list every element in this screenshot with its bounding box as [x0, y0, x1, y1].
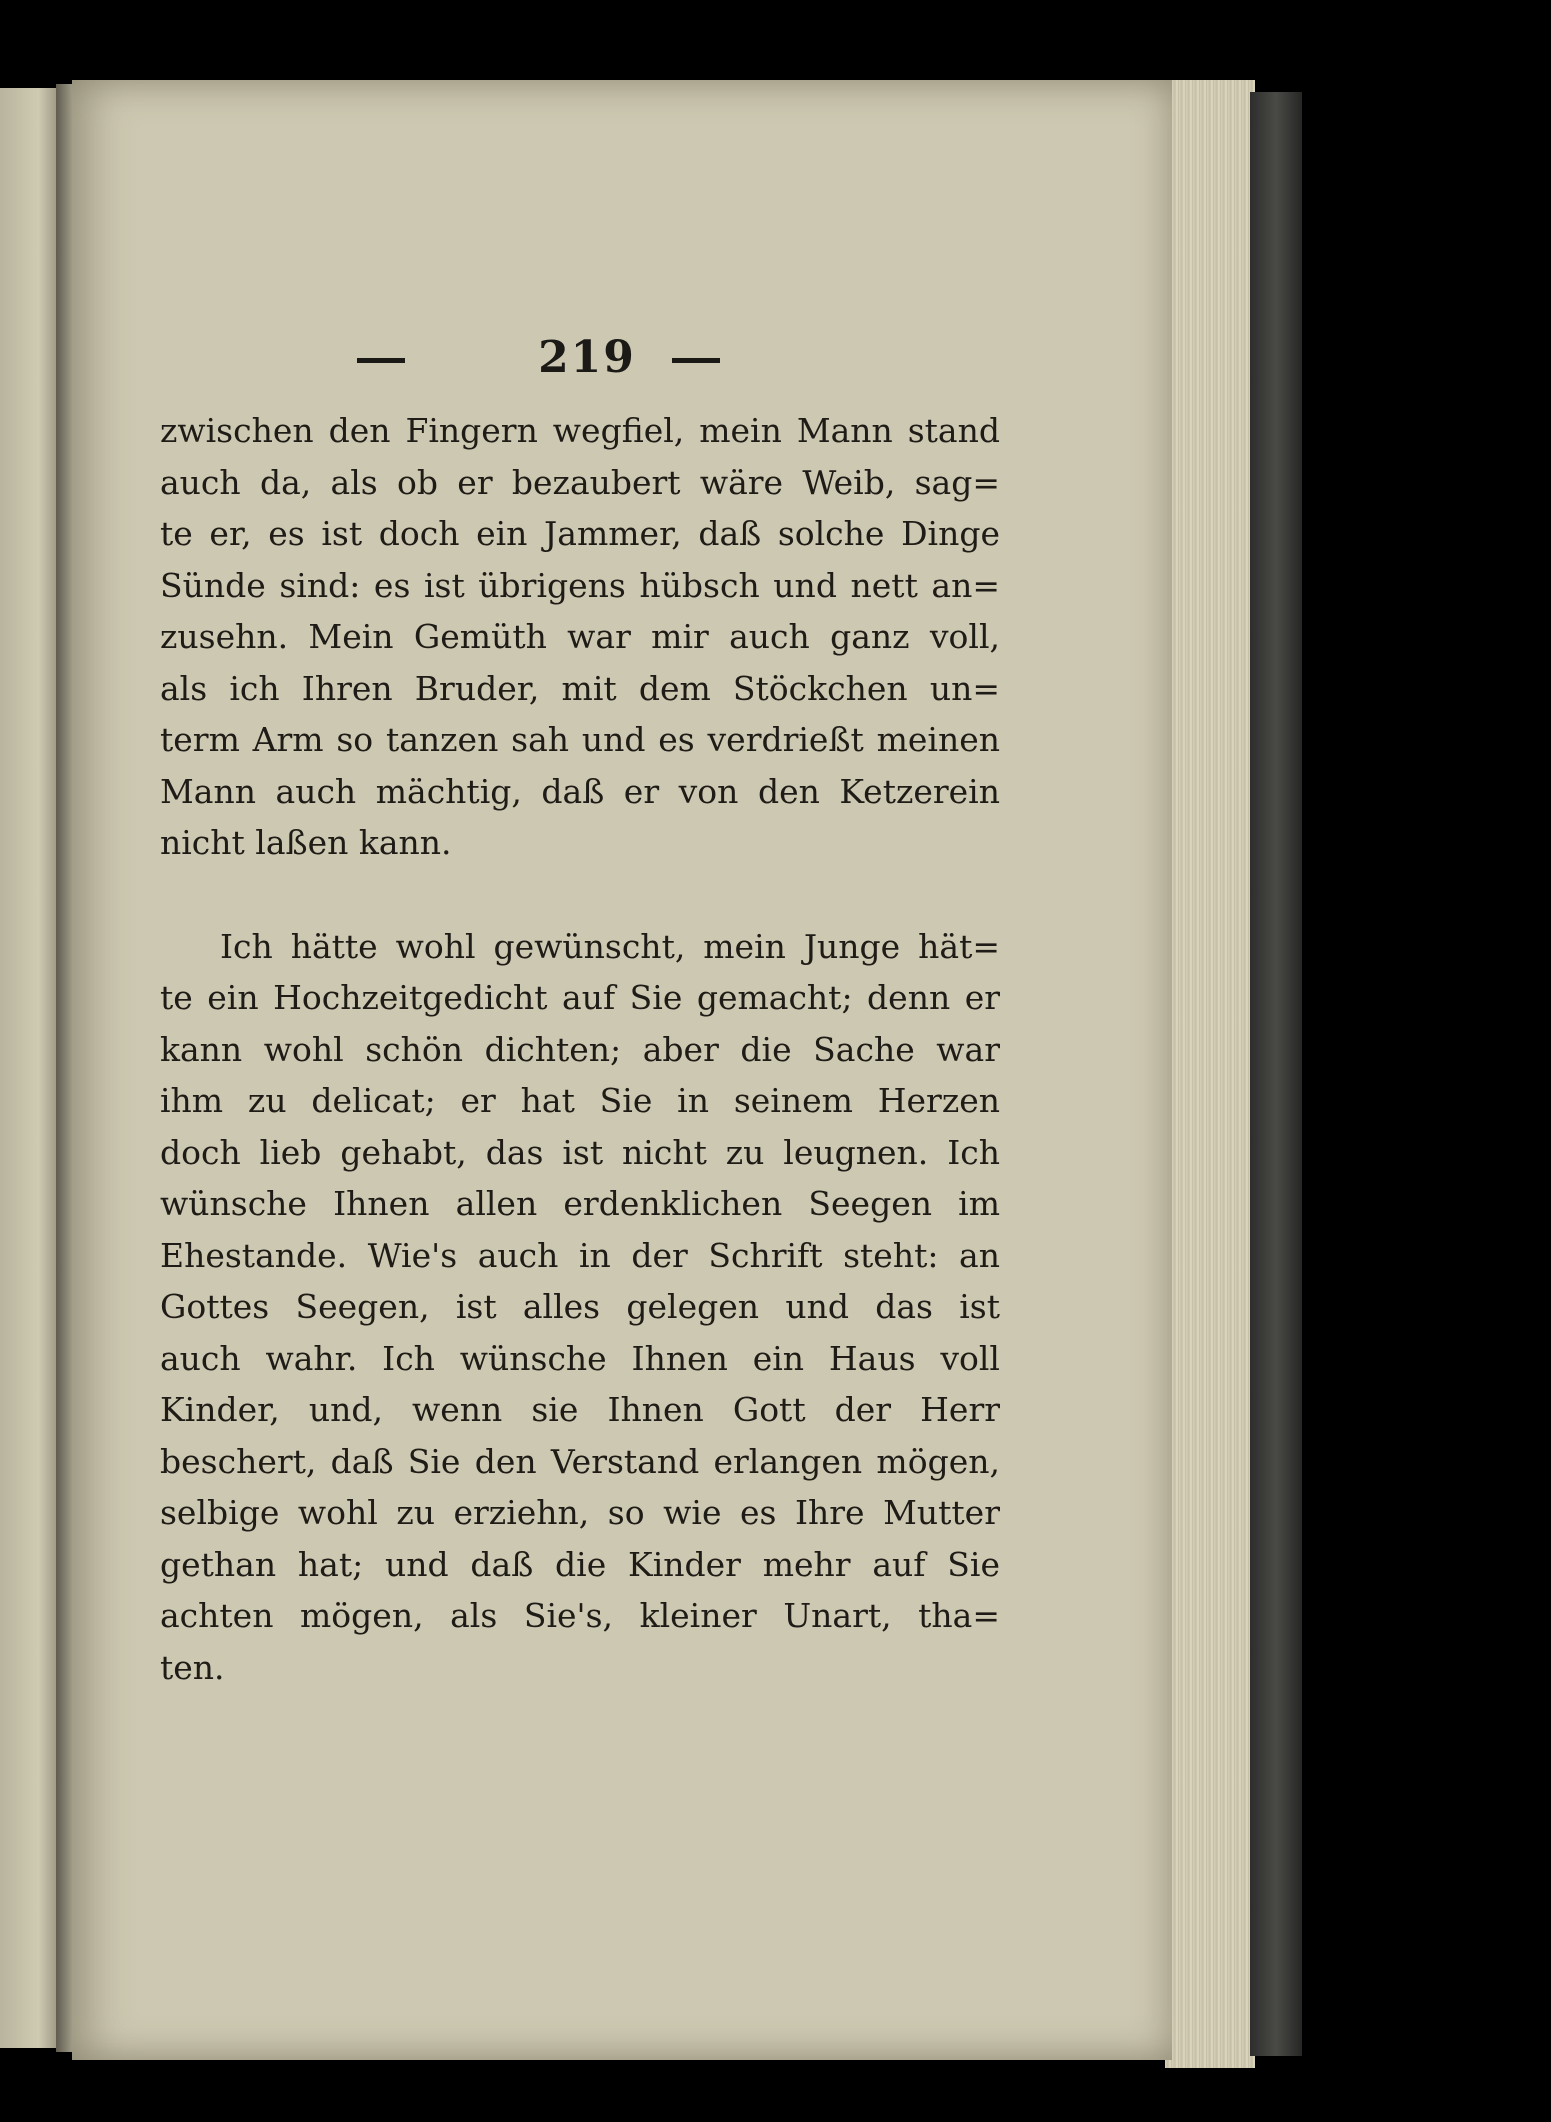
text-line: zusehn. Mein Gemüth war mir auch ganz voll,	[160, 617, 1000, 656]
text-line: Gottes Seegen, ist alles gelegen und das ist	[160, 1287, 1000, 1326]
text-line: als ich Ihren Bruder, mit dem Stöckchen un=	[160, 668, 1000, 708]
text-line: achten mögen, als Sie's, kleiner Unart, tha=	[160, 1596, 1000, 1635]
page-number: 219	[538, 332, 636, 383]
paragraph-1	[160, 405, 1000, 869]
page-edges	[1165, 80, 1255, 2068]
text-line: doch lieb gehabt, das ist nicht zu leugnen. Ich	[160, 1132, 1000, 1172]
book-cover-edge	[1250, 92, 1302, 2056]
header-dash-right	[672, 358, 720, 363]
text-line: beschert, daß Sie den Verstand erlangen mögen,	[160, 1441, 1000, 1481]
page-header	[72, 332, 1172, 392]
text-line: ihm zu delicat; er hat Sie in seinem Herzen	[160, 1081, 1000, 1120]
paragraph-2	[160, 921, 1000, 1694]
text-line: Ich hätte wohl gewünscht, mein Junge hät=	[220, 926, 1000, 966]
text-line: Ehestande. Wie's auch in der Schrift steht: an	[160, 1235, 1000, 1275]
text-line: wünsche Ihnen allen erdenklichen Seegen im	[160, 1184, 1000, 1223]
text-line: auch wahr. Ich wünsche Ihnen ein Haus voll	[160, 1338, 1000, 1378]
text-line: nicht laßen kann.	[160, 823, 452, 862]
text-line: kann wohl schön dichten; aber die Sache war	[160, 1029, 1000, 1069]
text-line: ten.	[160, 1647, 225, 1687]
facing-page-edge	[0, 88, 64, 2048]
text-line: te ein Hochzeitgedicht auf Sie gemacht; denn er	[160, 978, 1000, 1017]
text-line: selbige wohl zu erziehn, so wie es Ihre Mutter	[160, 1493, 1000, 1532]
book-page	[72, 80, 1172, 2060]
text-line: te er, es ist doch ein Jammer, daß solche Dinge	[160, 514, 1000, 553]
header-dash-left	[357, 358, 405, 363]
text-line: Sünde sind: es ist übrigens hübsch und nett an=	[160, 565, 1000, 605]
page-body	[160, 405, 1000, 1693]
text-line: gethan hat; und daß die Kinder mehr auf Sie	[160, 1544, 1000, 1584]
text-line: term Arm so tanzen sah und es verdrießt meinen	[160, 720, 1000, 759]
text-line: auch da, als ob er bezaubert wäre Weib, sag=	[160, 462, 1000, 502]
text-line: zwischen den Fingern wegfiel, mein Mann stand	[160, 411, 1000, 450]
text-line: Mann auch mächtig, daß er von den Ketzerein	[160, 771, 1000, 811]
text-line: Kinder, und, wenn sie Ihnen Gott der Herr	[160, 1390, 1000, 1429]
paragraph-gap	[160, 869, 1000, 921]
